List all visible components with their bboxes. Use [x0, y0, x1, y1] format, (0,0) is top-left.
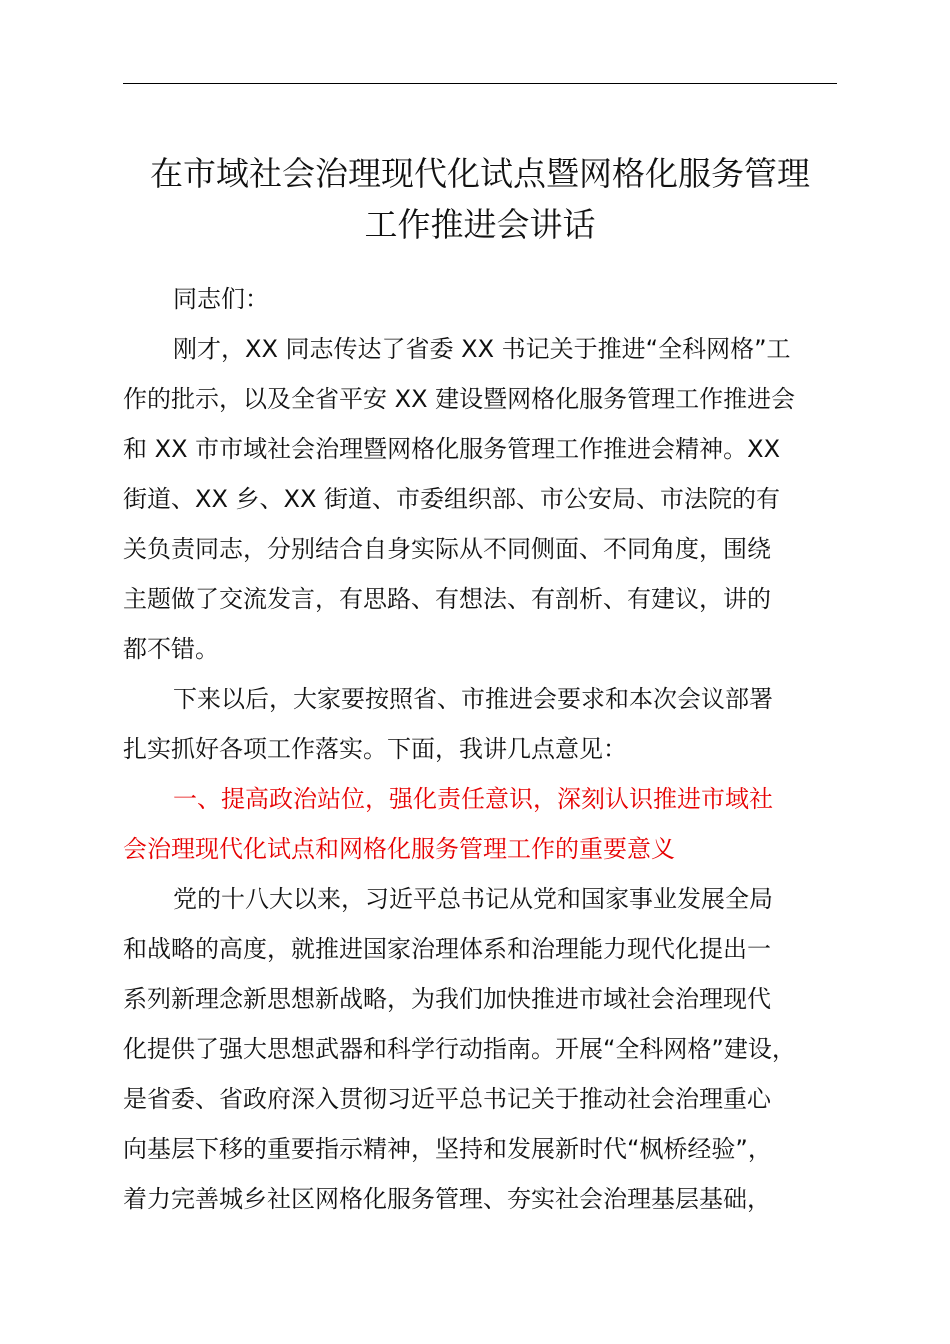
paragraph-2-line: 扎实抓好各项工作落实。下面，我讲几点意见： — [123, 735, 627, 763]
paragraph-2-line: 下来以后，大家要按照省、市推进会要求和本次会议部署 — [173, 685, 773, 713]
paragraph-3-line: 向基层下移的重要指示精神，坚持和发展新时代“枫桥经验”， — [123, 1135, 772, 1163]
paragraph-1-line: 关负责同志，分别结合自身实际从不同侧面、不同角度，围绕 — [123, 535, 771, 563]
paragraph-3-line: 着力完善城乡社区网格化服务管理、夯实社会治理基层基础， — [123, 1185, 771, 1213]
paragraph-1-line: 都不错。 — [123, 635, 219, 663]
section-heading-1: 会治理现代化试点和网格化服务管理工作的重要意义 — [123, 835, 675, 863]
paragraph-1-line: 主题做了交流发言，有思路、有想法、有剖析、有建议，讲的 — [123, 585, 771, 613]
paragraph-3-line: 党的十八大以来，习近平总书记从党和国家事业发展全局 — [173, 885, 773, 913]
document-body — [123, 274, 841, 1224]
document-title — [100, 148, 860, 250]
salutation: 同志们： — [173, 285, 269, 313]
title-line-2: 工作推进会讲话 — [364, 205, 596, 244]
title-line-1: 在市域社会治理现代化试点暨网格化服务管理 — [150, 154, 810, 193]
header-rule — [123, 83, 837, 84]
paragraph-3-line: 化提供了强大思想武器和科学行动指南。开展“全科网格”建设， — [123, 1035, 796, 1063]
paragraph-1-line: 刚才，XX 同志传达了省委 XX 书记关于推进“全科网格”工 — [173, 335, 791, 363]
paragraph-3-line: 是省委、省政府深入贯彻习近平总书记关于推动社会治理重心 — [123, 1085, 771, 1113]
paragraph-3-line: 和战略的高度，就推进国家治理体系和治理能力现代化提出一 — [123, 935, 771, 963]
paragraph-3-line: 系列新理念新思想新战略，为我们加快推进市域社会治理现代 — [123, 985, 771, 1013]
paragraph-1-line: 作的批示，以及全省平安 XX 建设暨网格化服务管理工作推进会 — [123, 385, 796, 413]
paragraph-1-line: 街道、XX 乡、XX 街道、市委组织部、市公安局、市法院的有 — [123, 485, 781, 513]
section-heading-1: 一、提高政治站位，强化责任意识，深刻认识推进市域社 — [173, 785, 773, 813]
paragraph-1-line: 和 XX 市市域社会治理暨网格化服务管理工作推进会精神。XX — [123, 435, 781, 463]
